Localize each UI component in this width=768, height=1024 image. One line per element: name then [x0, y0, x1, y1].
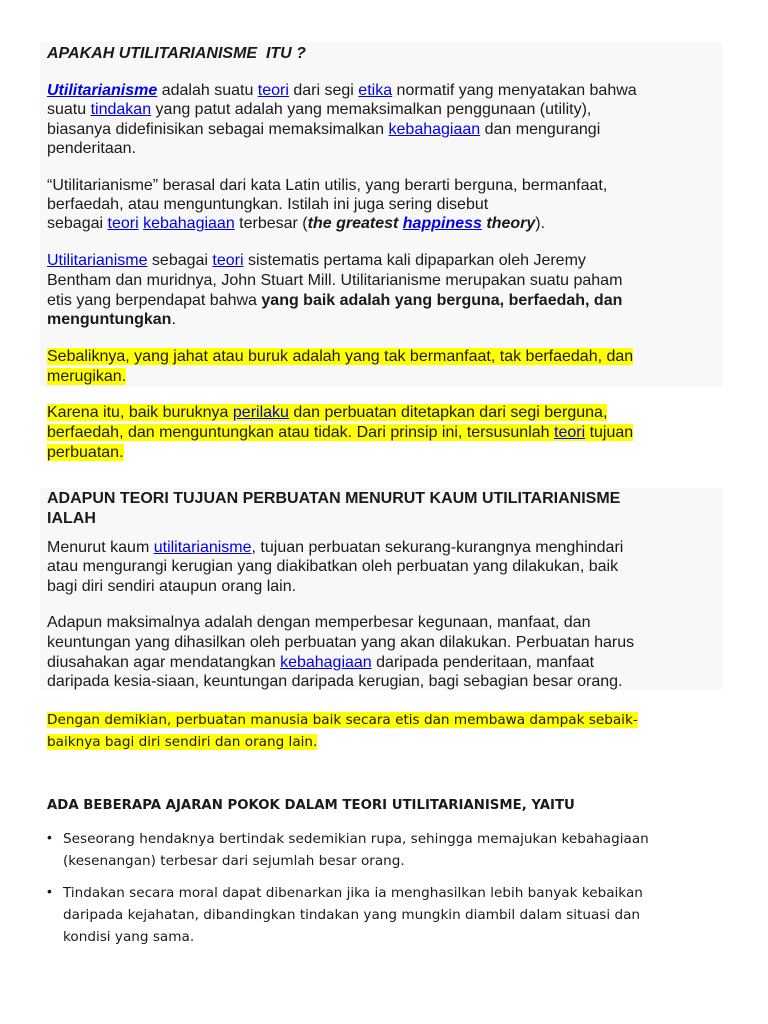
highlighted-text: Dengan demikian, perbuatan manusia baik secara etis dan membawa dampak sebaik-	[47, 712, 638, 728]
text: penderitaan.	[47, 140, 136, 157]
link-teori[interactable]: teori	[554, 424, 586, 441]
text: “Utilitarianisme” berasal dari kata Latin utilis, yang berarti berguna, bermanfaat,	[47, 177, 608, 194]
p3-line-4	[47, 310, 176, 330]
text: dari segi	[288, 82, 359, 99]
p1-line-4	[47, 139, 136, 159]
text: sistematis pertama kali dipaparkan oleh Jeremy	[243, 252, 586, 269]
emphasis-text: theory	[481, 215, 536, 232]
text: daripada kesia-siaan, keuntungan daripada kerugian, bagi sebagian besar orang.	[47, 673, 623, 690]
p5-line-1	[47, 403, 607, 423]
p8-line-2	[47, 731, 317, 753]
text: berfaedah, atau menguntungkan. Istilah ini juga sering disebut	[47, 196, 489, 213]
text: terbesar (	[234, 215, 308, 232]
text: etis yang berpendapat bahwa	[47, 292, 262, 309]
bullet-2-line-2	[63, 904, 640, 926]
link-kebahagiaan[interactable]: kebahagiaan	[280, 654, 372, 671]
bullet-2-line-3	[63, 926, 194, 948]
link-utilitarianisme[interactable]: Utilitarianisme	[47, 82, 158, 99]
heading-3-text: ADA BEBERAPA AJARAN POKOK DALAM TEORI UTILITARIANISME, YAITU	[47, 798, 575, 813]
bold-text: yang baik adalah yang berguna, berfaedah, dan	[261, 292, 623, 309]
text: Seseorang hendaknya bertindak sedemikian rupa, sehingga memajukan kebahagiaan	[63, 831, 649, 847]
bold-text: menguntungkan	[47, 311, 172, 328]
p2-line-2	[47, 195, 488, 215]
link-teori[interactable]: teori	[107, 215, 139, 232]
link-teori[interactable]: teori	[257, 82, 289, 99]
link-kebahagiaan[interactable]: kebahagiaan	[143, 215, 235, 232]
bullet-1-line-1	[63, 828, 649, 850]
p3-line-2	[47, 271, 622, 291]
p5-line-2	[47, 423, 633, 443]
p7-line-2	[47, 633, 634, 653]
heading-ajaran-pokok	[47, 795, 575, 816]
text: (kesenangan) terbesar dari sejumlah besar orang.	[63, 853, 405, 869]
p4-line-1	[47, 347, 633, 367]
heading-1-text: APAKAH UTILITARIANISME ITU ?	[47, 45, 306, 62]
text: normatif yang menyatakan bahwa	[392, 82, 637, 99]
p3-line-3	[47, 291, 622, 311]
bullet-icon: •	[47, 829, 52, 845]
p2-line-1	[47, 176, 607, 196]
p1-line-3	[47, 120, 600, 140]
text: tujuan	[585, 424, 634, 441]
text: diusahakan agar mendatangkan	[47, 654, 281, 671]
text: Tindakan secara moral dapat dibenarkan jika ia menghasilkan lebih banyak kebaikan	[63, 885, 643, 901]
link-utilitarianisme[interactable]: utilitarianisme	[153, 539, 252, 556]
text: , tujuan perbuatan sekurang-kurangnya menghindari	[251, 539, 624, 556]
p3-line-1	[47, 251, 586, 271]
text: sebagai	[147, 252, 213, 269]
p7-line-1	[47, 613, 590, 633]
text: dan mengurangi	[480, 121, 601, 138]
heading-adapun-teori-line-2	[47, 509, 96, 529]
heading-2-text: ADAPUN TEORI TUJUAN PERBUATAN MENURUT KAUM UTILITARIANISME	[47, 490, 621, 507]
p2-line-3	[47, 214, 545, 234]
text: Bentham dan muridnya, John Stuart Mill. Utilitarianisme merupakan suatu paham	[47, 272, 623, 289]
text: bagi diri sendiri ataupun orang lain.	[47, 578, 297, 595]
text: .	[171, 311, 176, 328]
text: daripada kejahatan, dibandingkan tindakan yang mungkin diambil dalam situasi dan	[63, 907, 641, 923]
p7-line-4	[47, 672, 623, 692]
bullet-2-line-1	[63, 882, 643, 904]
bullet-1-line-2	[63, 850, 405, 872]
highlight-run	[47, 424, 633, 441]
highlighted-text: baiknya bagi diri sendiri dan orang lain.	[47, 734, 318, 750]
heading-apakah-utilitarianisme	[47, 44, 306, 64]
highlighted-text: merugikan.	[47, 368, 127, 385]
text: keuntungan yang dihasilkan oleh perbuatan yang akan dilakukan. Perbuatan harus	[47, 634, 635, 651]
text: dan perbuatan ditetapkan dari segi berguna,	[288, 404, 608, 421]
link-tindakan[interactable]: tindakan	[90, 101, 152, 118]
text: daripada penderitaan, manfaat	[371, 654, 595, 671]
text: atau mengurangi kerugian yang diakibatkan oleh perbuatan yang dilakukan, baik	[47, 558, 619, 575]
text: adalah suatu	[157, 82, 258, 99]
text: Karena itu, baik buruknya	[47, 404, 233, 421]
heading-2-text: IALAH	[47, 510, 96, 527]
link-etika[interactable]: etika	[358, 82, 393, 99]
link-happiness[interactable]: happiness	[402, 215, 482, 232]
p6-line-1	[47, 538, 623, 558]
text: Adapun maksimalnya adalah dengan memperbesar kegunaan, manfaat, dan	[47, 614, 591, 631]
p7-line-3	[47, 653, 594, 673]
emphasis-text: the greatest	[307, 215, 403, 232]
text: Menurut kaum	[47, 539, 154, 556]
link-perilaku[interactable]: perilaku	[232, 404, 289, 421]
highlight-run	[47, 404, 607, 421]
p1-line-2	[47, 100, 591, 120]
text: sebagai	[47, 215, 108, 232]
link-kebahagiaan[interactable]: kebahagiaan	[388, 121, 481, 138]
text: ).	[535, 215, 546, 232]
highlighted-text: Sebaliknya, yang jahat atau buruk adalah yang tak bermanfaat, tak berfaedah, dan	[47, 348, 634, 365]
text: berfaedah, dan menguntungkan atau tidak. Dari prinsip ini, tersusunlah	[47, 424, 554, 441]
heading-adapun-teori-line-1	[47, 489, 620, 509]
text: suatu	[47, 101, 91, 118]
link-utilitarianisme[interactable]: Utilitarianisme	[47, 252, 148, 269]
bullet-icon: •	[47, 883, 52, 899]
p8-line-1	[47, 709, 638, 731]
highlighted-text: perbuatan.	[47, 444, 124, 461]
text: yang patut adalah yang memaksimalkan penggunaan (utility),	[151, 101, 592, 118]
p6-line-3	[47, 577, 296, 597]
p1-line-1	[47, 81, 637, 101]
text: biasanya didefinisikan sebagai memaksimalkan	[47, 121, 389, 138]
p6-line-2	[47, 557, 618, 577]
p4-line-2	[47, 367, 126, 387]
p5-line-3	[47, 443, 124, 463]
text: kondisi yang sama.	[63, 929, 195, 945]
link-teori[interactable]: teori	[212, 252, 244, 269]
